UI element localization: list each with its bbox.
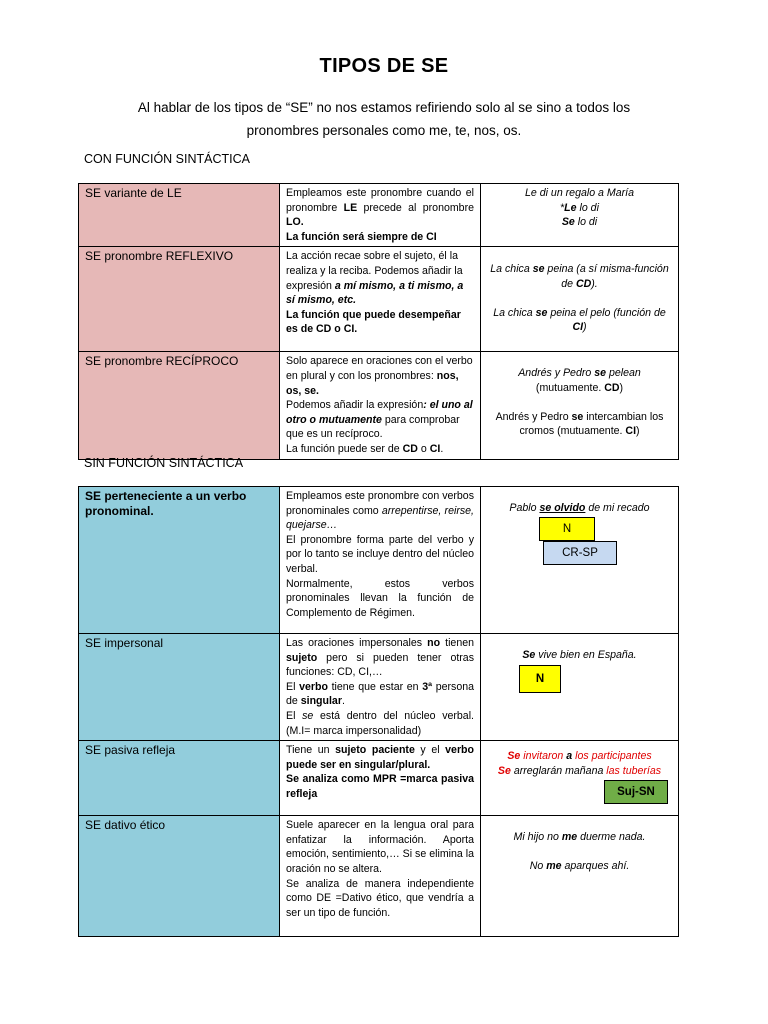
examples: La chica se peina (a sí misma-función de CD). La chica se peina el pelo (función de CI) bbox=[490, 263, 669, 334]
example-cell bbox=[481, 247, 679, 352]
table-row bbox=[79, 184, 679, 247]
description-cell bbox=[280, 634, 481, 741]
description-cell bbox=[280, 487, 481, 634]
section-heading-sin-funcion: SIN FUNCIÓN SINTÁCTICA bbox=[84, 456, 244, 470]
example-cell bbox=[481, 816, 679, 937]
table-row bbox=[79, 634, 679, 741]
description-cell bbox=[280, 816, 481, 937]
type-name: SE pronombre RECÍPROCO bbox=[85, 354, 239, 369]
description-cell bbox=[280, 352, 481, 459]
nucleus-tag: N bbox=[519, 665, 561, 693]
type-cell bbox=[79, 816, 280, 937]
type-name: SE perteneciente a un verbo pronominal. bbox=[85, 489, 247, 518]
table-row bbox=[79, 816, 679, 937]
type-name: SE impersonal bbox=[85, 636, 164, 650]
intro-paragraph: Al hablar de los tipos de “SE” no nos estamos refiriendo solo al se sino a todos los pronombres personales como me, te, nos, os. bbox=[137, 100, 631, 138]
description: La acción recae sobre el sujeto, él la realiza y la reciba. Podemos añadir la expresión a mí mismo, a ti mismo, a sí mismo, etc. La función que puede desempeñar es de CD o CI. bbox=[286, 250, 464, 336]
table-row bbox=[79, 247, 679, 352]
type-name: SE variante de LE bbox=[85, 186, 182, 200]
type-cell bbox=[79, 184, 280, 247]
complement-tag: CR-SP bbox=[543, 541, 617, 565]
section-heading-con-funcion: CON FUNCIÓN SINTÁCTICA bbox=[84, 152, 250, 166]
example-cell bbox=[481, 352, 679, 459]
type-name: SE pasiva refleja bbox=[85, 743, 176, 758]
example-cell bbox=[481, 741, 679, 816]
examples: Mi hijo no me duerme nada. No me aparques ahí. bbox=[513, 831, 646, 872]
type-cell bbox=[79, 247, 280, 352]
type-cell bbox=[79, 487, 280, 634]
subject-tag: Suj-SN bbox=[604, 780, 668, 804]
type-cell bbox=[79, 634, 280, 741]
description: Empleamos este pronombre cuando el pronombre LE precede al pronombre LO. La función será siempre de CI bbox=[286, 187, 474, 243]
examples: Andrés y Pedro se pelean (mutuamente. CD) Andrés y Pedro se intercambian los cromos (mutuamente. CI) bbox=[495, 367, 664, 438]
example-cell bbox=[481, 184, 679, 247]
description-cell bbox=[280, 247, 481, 352]
description: Empleamos este pronombre con verbos pronominales como arrepentirse, reirse, quejarse… El pronombre forma parte del verbo y por lo tanto se incluye dentro del núcleo verbal. Normalmente, estos verbos pronominales llevan la función de Complemento de Régimen. bbox=[286, 490, 474, 619]
table-sin-funcion bbox=[78, 486, 679, 937]
type-name: SE pronombre REFLEXIVO bbox=[85, 249, 234, 264]
table-row bbox=[79, 741, 679, 816]
example-cell bbox=[481, 634, 679, 741]
examples: Le di un regalo a María *Le lo di Se lo di bbox=[525, 187, 634, 229]
type-name: SE dativo ético bbox=[85, 818, 166, 833]
type-cell bbox=[79, 352, 280, 459]
description: Las oraciones impersonales no tienen sujeto pero si pueden tener otras funciones: CD, CI,… El verbo tiene que estar en 3ª persona de singular. El se está dentro del núcleo verbal. (M.I= marca impersonalidad) bbox=[286, 637, 474, 737]
example-cell bbox=[481, 487, 679, 634]
description: Solo aparece en oraciones con el verbo en plural y con los pronombres: nos, os, se. Podemos añadir la expresión: el uno al otro o mutuamente para comprobar que es un recíproco. La función puede ser de CD o CI. bbox=[286, 355, 473, 455]
description: Tiene un sujeto paciente y el verbo puede ser en singular/plural. Se analiza como MPR =marca pasiva refleja bbox=[286, 744, 475, 800]
table-row bbox=[79, 352, 679, 459]
table-con-funcion bbox=[78, 183, 679, 460]
type-cell bbox=[79, 741, 280, 816]
nucleus-tag: N bbox=[539, 517, 595, 541]
description-cell bbox=[280, 741, 481, 816]
description: Suele aparecer en la lengua oral para enfatizar la información. Aporta emoción, sentimiento,… Si se elimina la oración no se altera. Se analiza de manera independiente como DE =Dativo ético, que vendría a ser un tipo de función. bbox=[286, 819, 474, 919]
page-title: TIPOS DE SE bbox=[319, 55, 449, 77]
description-cell bbox=[280, 184, 481, 247]
examples: Se invitaron a los participantes Se arreglarán mañana las tuberías Suj-SN bbox=[481, 741, 678, 806]
examples: Se vive bien en España. N bbox=[481, 634, 678, 695]
examples: Pablo se olvido de mi recado NCR-SP bbox=[481, 487, 678, 567]
table-row bbox=[79, 487, 679, 634]
